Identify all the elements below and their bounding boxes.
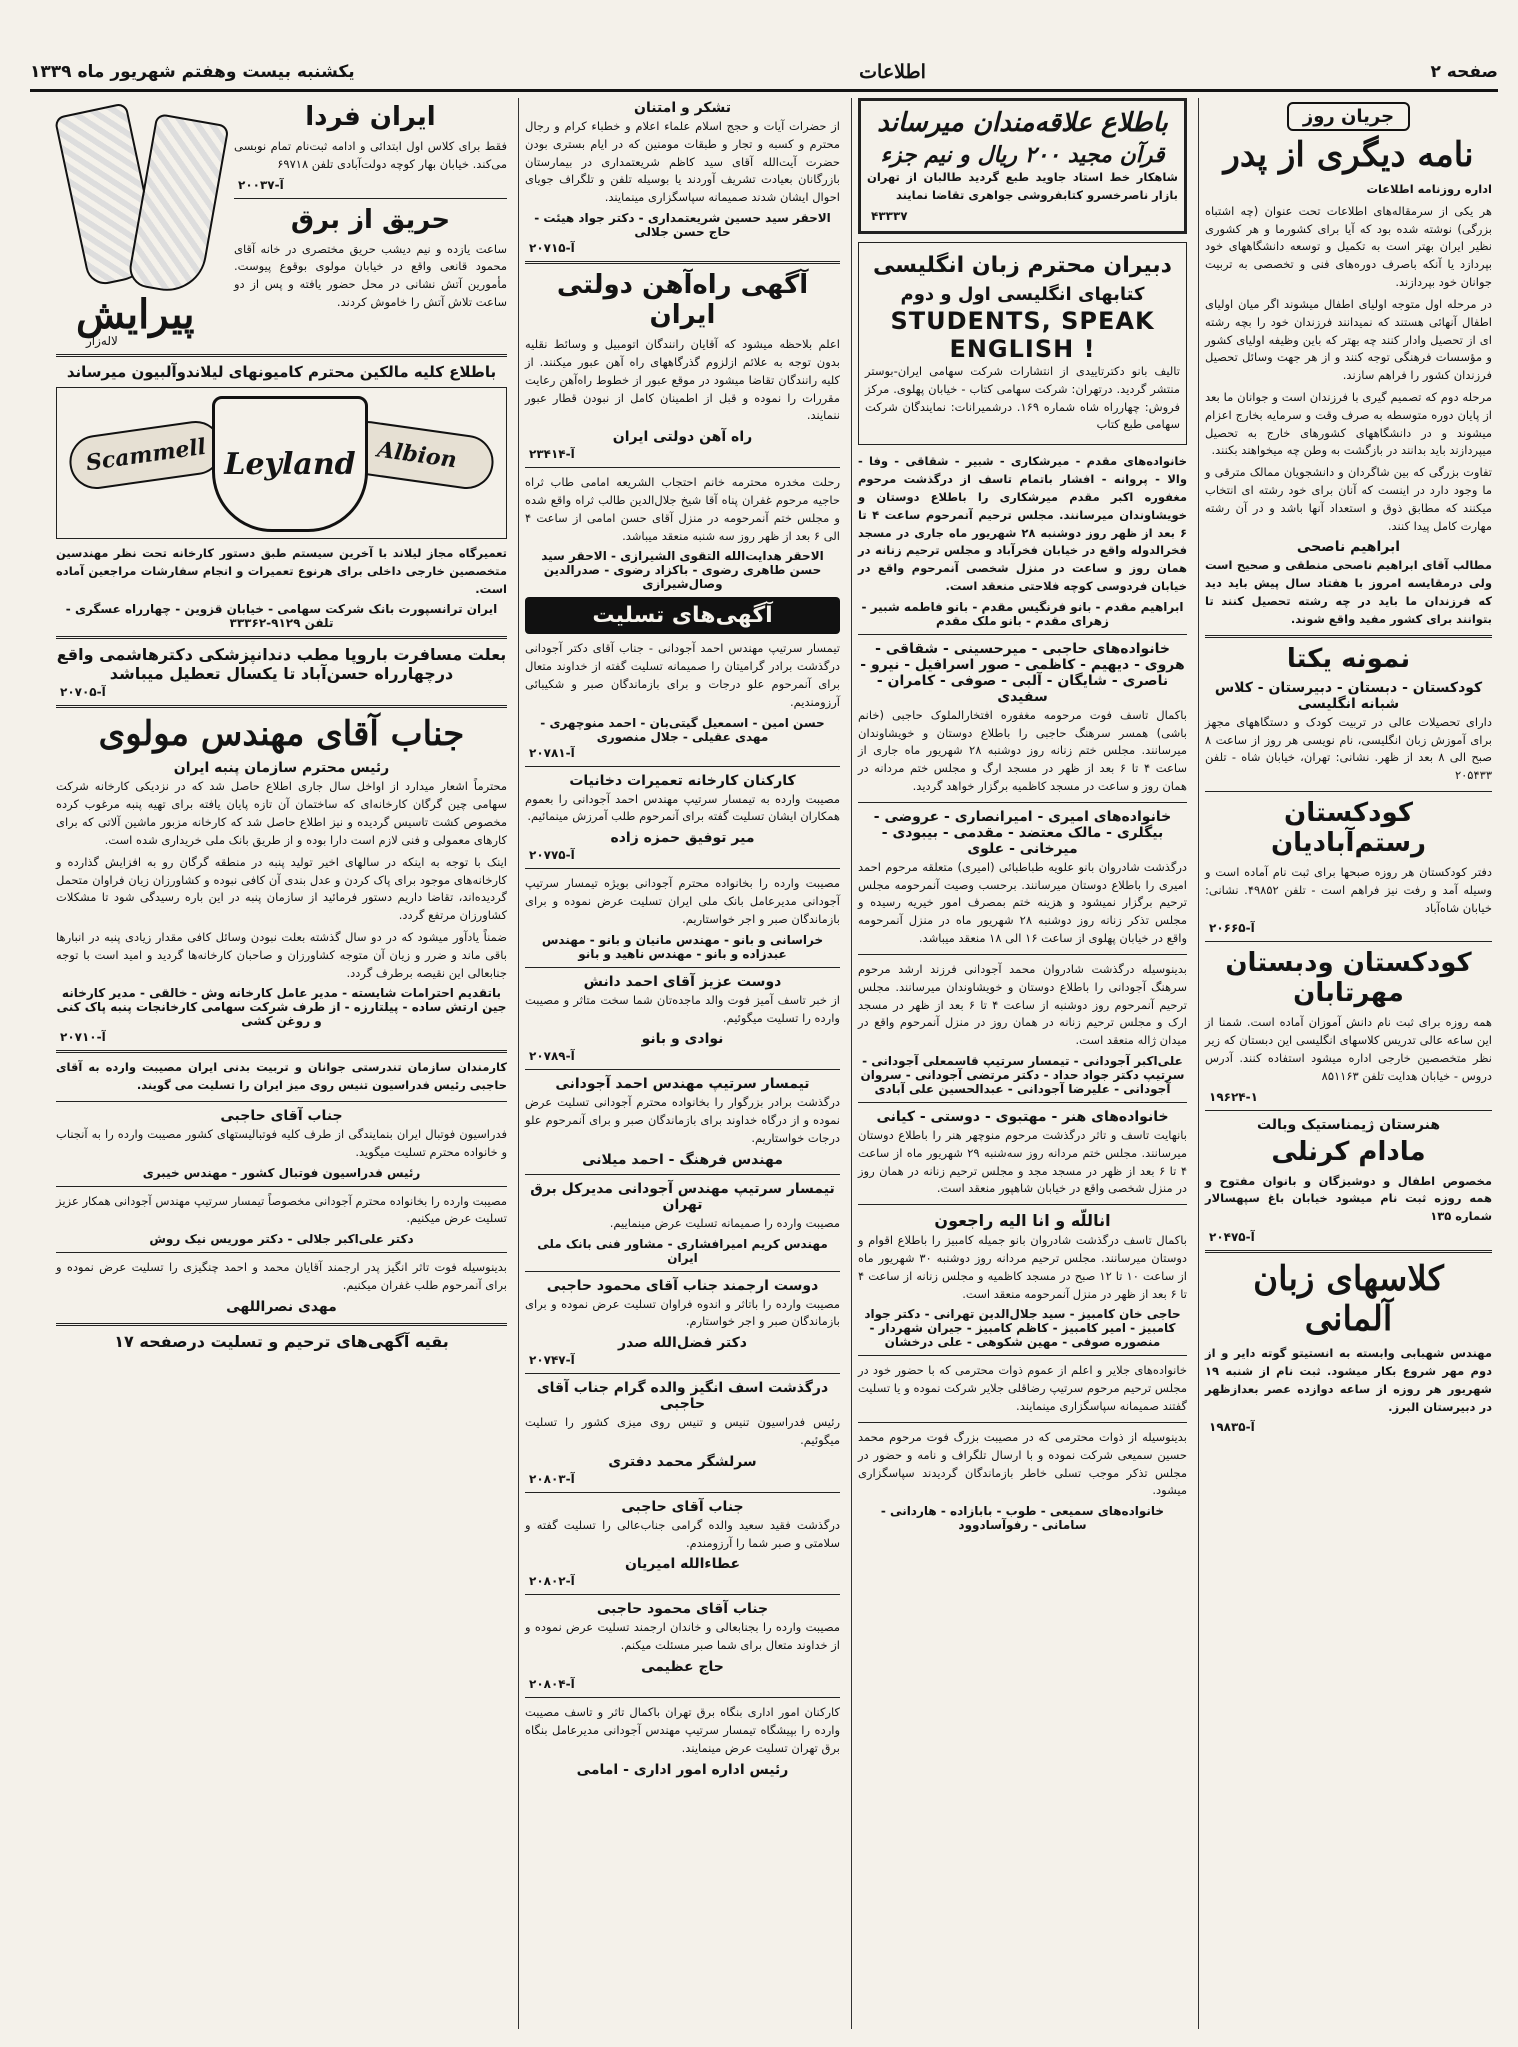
divider: [858, 802, 1187, 803]
divider: [1205, 941, 1492, 942]
news-body: ساعت یازده و نیم دیشب حریق مختصری در خانه آقای محمود قانعی واقع در خیابان مولوی بوقوع پیوست. مأمورین آتش نشانی در محل حضور یافته و پس از دو ساعت تلاش آتش را خاموش کردند.: [234, 241, 507, 310]
divider: [858, 634, 1187, 635]
divider: [858, 1102, 1187, 1103]
divider: [858, 1422, 1187, 1423]
notice-signers: رئیس اداره امور اداری - امامی: [576, 1761, 789, 1778]
divider: [858, 1204, 1187, 1205]
ad-code: آ-۱۹۸۳۵: [1209, 1420, 1255, 1435]
notice-signers: مهندس فرهنگ - احمد میلانی: [582, 1151, 783, 1168]
notice-signers: خراسانی و بانو - مهندس مانیان و بانو - مهندس عبدزاده و بانو - مهندس ناهید و بانو: [541, 932, 824, 961]
notice-signers: رئیس فدراسیون فوتبال کشور - مهندس خیبری: [142, 1165, 421, 1180]
condolence-notice: تیمسار سرتیپ مهندس احمد آجودانی - جناب آقای دکتر آجودانی درگذشت برادر گرامیتان را صمیمانه تسلیت گفته از خداوند متعال برای آنمرحوم علو درجات و برای بازماندگان صبر و شکیبائی آرزومندیم.: [525, 641, 840, 709]
brand-subtitle: لالەزار: [86, 334, 118, 348]
divider: [56, 1101, 507, 1102]
notice-signers: حسن امین - اسمعیل گیتی‌بان - احمد منوچهری - مهدی عقیلی - جلال منصوری: [540, 715, 825, 744]
editor-note: مطالب آقای ابراهیم ناصحی منطقی و صحیح است ولی درمقایسه امروز با هفتاد سال پیش باید دید که فرزندان ما باید در چه رشته تحصیل کنند تا بتوانند برای کشور مفید واقع شوند.: [1205, 558, 1492, 626]
railway-notice-body: اعلم بلاحظه میشود که آقایان رانندگان اتومبیل و وسائط نقلیه بدون توجه به علائم ازلزوم گذرگاههای راه آهن عبور میکنند. از کلیه رانندگان تقاضا میشود در موقع عبور از خطوط راه‌آهن رعایت مقررات را نموده و قبل از اطمینان کامل از نبودن قطار عبور ننمایند.: [525, 337, 840, 423]
obituary-notice: رحلت مخدره محترمه خانم احتجاب الشریعه امامی طاب ثراه حاجیه مرحوم غفران پناه آقا شیخ جلال‌الدین طالب ثراه واقع شده و مجلس ختم آنمرحومه در منزل آقای حسن امامی از ساعت ۴ الی ۶ بعد از ظهر روز سه شنبه منعقد میباشد.: [525, 475, 840, 543]
notice-signers: الاحقر سید حسین شریعتمداری - دکتر جواد هیئت - حاج حسن جلالی: [534, 211, 831, 240]
railway-notice-signer: راه آهن دولتی ایران: [612, 429, 753, 446]
news-briefs: [234, 98, 507, 348]
column-notices: [851, 98, 1193, 2029]
divider: [525, 261, 840, 264]
ad-title: دبیران محترم زبان انگلیسی: [873, 253, 1172, 279]
divider: [56, 636, 507, 639]
condolence-notice: رئیس فدراسیون تنیس و تنیس روی میزی کشور را تسلیت میگوئیم.: [525, 1415, 840, 1447]
condolence-section-tag: آگهی‌های تسلیت: [525, 597, 840, 634]
divider: [1205, 791, 1492, 792]
letter-paragraph: محترماً اشعار میدارد از اواخل سال جاری اطلاع حاصل شد که در نزدیکی کارخانه شرکت سهامی چین گرگان کارخانه‌ای که ساختمان آن تازه پایان یافته برای تهیه پنبه مرغوب کرده مخصوص کشت تاسیس گردیده و نیز اطلاع حاصل شد که کارخانه مزبور ماشین آلاتی که برای کارهای معمولی و فنی لازم است دارا بوده و از طریق بانک ملی خریداری شده است.: [56, 779, 507, 847]
column-condolences: [518, 98, 846, 2029]
divider: [858, 1355, 1187, 1356]
top-ads-row: [56, 98, 507, 348]
editorial-signer: ابراهیم ناصحی: [1296, 539, 1401, 556]
section-tag: جریان روز: [1287, 102, 1410, 131]
page-number: صفحه ۲: [1430, 62, 1498, 82]
obituary-heading: اناللّه و انا الیه راجعون: [934, 1211, 1111, 1231]
condolence-notice: فدراسیون فوتبال ایران بنمایندگی از طرف کلیه فوتبالیستهای کشور مصیبت وارده را به آنجناب و خانواده محترم تسلیت میگوید.: [56, 1127, 507, 1159]
condolence-notice: مصیبت وارده را باتاثر و اندوه فراوان تسلیت عرض نموده و برای بازماندگان صبر و اجر خواستارم.: [525, 1296, 840, 1329]
divider: [56, 1252, 507, 1253]
obituary-families: خانواده‌های هنر - مهتبوی - دوستی - کیانی: [876, 1108, 1169, 1125]
ad-latin-title: STUDENTS, SPEAK ENGLISH !: [890, 307, 1155, 364]
divider: [525, 766, 840, 767]
obituary-signers: حاجی خان کامبیز - سید جلال‌الدین تهرانی - دکتر جواد کامبیز - امیر کامبیز - کاظم کامبیز - جیران شهردار - منصوره صوفی - مهین شکوهی - علی درخشان: [864, 1307, 1181, 1350]
divider: [525, 1373, 840, 1374]
ad-body: تعمیرگاه مجاز لیلاند با آخرین سیستم طبق دستور کارخانه تحت نظر مهندسین متخصصین خارجی داخلی برای هرنوع تعمیرات و انجام سفارشات مراجعین آماده است.: [56, 546, 507, 596]
editorial-intro: اداره روزنامه اطلاعات: [1366, 182, 1492, 196]
notice-heading: دوست ارجمند جناب آقای محمود حاجبی: [546, 1277, 819, 1294]
ad-subtitle: کتابهای انگلیسی اول و دوم: [900, 284, 1145, 306]
editorial-paragraph: در مرحله اول متوجه اولیای اطفال میشوند اگر میان اولیای اطفال آنهائی هستند که نمیدانند فرزندان خود را بچه رشته ای از تحصیل وادار کنند چه بهتر که باین وظیفه اولیای کشور و مؤسسات فرهنگی توجه کنند و از هر جهت وسائل تحصیل فرزندان کشور را فراهم سازند.: [1205, 296, 1492, 383]
ad-code: آ-۲۳۴۱۴: [529, 447, 575, 462]
notice-signers: مهدی نصراللهی: [226, 1298, 337, 1315]
ad-title: ایران فردا: [305, 102, 436, 132]
brand-name: پیرایش: [76, 291, 195, 338]
ad-title: کودکستان رستم‌آبادیان: [1270, 797, 1427, 858]
obituary-notice: باکمال تاسف درگذشت شادروان بانو جمیله کامبیز را باطلاع اقوام و دوستان میرسانند. مجلس ترحیم مردانه روز دوشنبه ۳۰ شهریور ماه از ساعت ۱۰ تا ۱۲ صبح در مسجد کاظمیه و مجلس زنانه از ساعت ۴ تا ۶ بعد از ظهر در منزل آنمرحومه منعقد است.: [858, 1233, 1187, 1301]
condolence-notice: مصیبت وارده را بخانواده محترم آجودانی مخصوصاً تیمسار سرتیپ مهندس آجودانی همکار عزیز تسلیت عرض میکنیم.: [56, 1193, 507, 1226]
condolence-notice: مصیبت وارده را بجنابعالی و خاندان ارجمند تسلیت عرض نموده و از خداوند متعال برای شما صبر مسئلت میکنم.: [525, 1620, 840, 1653]
ad-code: آ-۲۰۷۰۵: [60, 685, 106, 700]
ad-subtitle: کودکستان - دبستان - دبیرستان - کلاس شبانه انگلیسی: [1214, 679, 1483, 712]
divider: [56, 354, 507, 357]
divider: [858, 954, 1187, 955]
railway-notice-title: آگهی راه‌آهن دولتی ایران: [556, 270, 809, 331]
condolence-notice: مصیبت وارده را بخانواده محترم آجودانی بویژه تیمسار سرتیپ آجودانی مدیرعامل بانک ملی ایران تسلیت عرض نموده و برای بازماندگان صبر و اجر خواستاریم.: [525, 876, 840, 926]
leyland-ad-heading: باطلاع کلیه مالکین محترم کامیونهای لیلاندوآلبیون میرساند: [66, 363, 497, 381]
ad-code: آ-۲۰۶۶۵: [1209, 921, 1255, 936]
divider: [56, 705, 507, 708]
notice-heading: دوست عزیز آقای احمد دانش: [583, 973, 782, 990]
editorial-paragraph: تفاوت بزرگی که بین شاگردان و دانشجویان ممالک مترقی و ما وجود دارد در اینست که آنان برای خود رشته ای انتخاب میکنند که مطابق ذوق و استعداد آنها باشد و در آن رشته مهارت کامل پیدا کنند.: [1205, 465, 1492, 533]
notice-heading: تشکر و امتنان: [634, 100, 731, 116]
obituary-signers: ابراهیم مقدم - بانو فرنگیس مقدم - بانو فاطمه شبیر - زهرای مقدم - بانو ملک مقدم: [861, 599, 1184, 628]
editorial-title: نامه دیگری از پدر: [1223, 135, 1474, 175]
ad-body: همه روزه برای ثبت نام دانش آموزان آماده است. شمنا از این ساعه عالی تدریس کلاسهای انگلیسی این دبستان که زیر نظر متخصصین خارجی اداره میشود استفاده کنند. آدرس دروس - خیابان هدایت تلفن ۸۵۱۱۶۳: [1205, 1015, 1492, 1083]
letter-subtitle: رئیس محترم سازمان پنبه ایران: [173, 760, 390, 777]
notice-signers: الاحقر هدایت‌الله التقوی الشیرازی - الاحقر سید حسن طاهری رضوی - باکزاد رضوی - صدرالدین وصال‌شیرازی: [541, 549, 824, 592]
notice-heading: جناب آقای محمود حاجبی: [596, 1601, 769, 1618]
quran-ad: [858, 98, 1187, 234]
notice-signers: سرلشگر محمد دفتری: [608, 1453, 757, 1470]
ad-code: ۱۹۶۲۴-۱: [1209, 1089, 1258, 1104]
obituary-notice: درگذشت شادروان بانو علویه طباطبائی (امیری) متعلقه مرحوم احمد امیری را باطلاع دوستان میرسانند. برحسب وصیت آنمرحومه مجلس ترحیم برگزار نمیشود و هزینه ختم بمصرف امور خیریه رسیده و مجلس تذکر زنانه روز دوشنبه ۲۸ شهریور ماه در منزل آنمرحومه واقع در خیابان پهلوی از ساعت ۱۶ الی ۱۸ منعقد میباشد.: [858, 859, 1188, 946]
ad-code: آ-۲۰۰۳۷: [238, 177, 284, 192]
divider: [56, 1186, 507, 1187]
ad-code: آ-۲۰۷۱۰: [60, 1030, 106, 1045]
letter-paragraph: ضمناً یادآور میشود که در دو سال گذشته بعلت نبودن وسائل کافی مقدار زیادی پنبه در انبارها باقی ماند و ضرر و زیان آن متوجه کشاورزان و صاحبان کارخانه‌ها گردید و امید است با توجه جنابعالی این نقیصه برطرف گردد.: [56, 929, 507, 980]
divider: [56, 1050, 507, 1053]
condolence-notice: کارمندان سازمان تندرستی جوانان و تربیت بدنی ایران مصیبت وارده به آقای حاجبی رئیس فدراسیون تنیس روی میز ایران را تسلیت می گویند.: [56, 1060, 507, 1093]
ad-title: مادام کرنلی: [1271, 1136, 1426, 1167]
letter-paragraph: اینک با توجه به اینکه در سالهای اخیر تولید پنبه در منطقه گرگان رو به افزایش گذارده و کارخانه‌های موجود برای پاک کردن و عدل بندی آن کافی نبوده و کشاورزان زیان فراوان متحمل گردیده‌اند، تقاضا داریم دستور فرمائید از سازمان پنبه در این باره رسیدگی شود تا مشکلات کشاورزان مرتفع گردد.: [56, 854, 507, 923]
ad-title: کودکستان ودبستان مهرتابان: [1225, 948, 1472, 1009]
scammell-logo: Scammell: [66, 418, 226, 493]
divider: [525, 1697, 840, 1698]
bottom-condolences: [56, 1059, 507, 1317]
continued-footer: بقیه آگهی‌های ترحیم و تسلیت درصفحه ۱۷: [114, 1331, 449, 1351]
ad-code: آ-۲۰۷۷۵: [529, 848, 575, 863]
condolence-notice: مصیبت وارده را صمیمانه تسلیت عرض مینماییم.: [609, 1215, 840, 1230]
ad-pretitle: هنرستان ژیمناستیک وبالت: [1256, 1116, 1441, 1133]
ad-calligraphy-title: باطلاع علاقه‌مندان میرساند: [877, 108, 1168, 138]
obituary-families: خانواده‌های حاجبی - میرحسینی - شقاقی - هروی - دیهیم - کاظمی - صور اسرافیل - نیرو - ناصری - شایگان - آلبی - صوفی - کامران - سفیدی: [860, 640, 1185, 705]
divider: [525, 967, 840, 968]
obituary-notice: باکمال تاسف فوت مرحومه مغفوره افتخارالملوک حاجبی (خانم باشی) همسر سرهنگ حاجبی را باطلاع دوستان و خویشاوندان میرسانند. مجلس ختم زنانه روز دوشنبه ۲۸ شهریور ماه جاری از ساعت ۴ تا ۶ بعد از ظهر در مسجد ارگ و مجلس ختم مردانه در همان روز و ساعت در مسجد کاظمیه برگزار خواهد گردید.: [858, 707, 1188, 794]
ad-code: آ-۲۰۷۱۵: [529, 241, 575, 256]
notice-heading: تیمسار سرتیپ مهندس احمد آجودانی: [555, 1076, 810, 1093]
divider: [525, 1271, 840, 1272]
condolence-notice: بدینوسیله فوت تاثر انگیز پدر ارجمند آقایان محمد و احمد چنگیزی را تسلیت عرض نموده و برای آنمرحوم طلب غفران میکنیم.: [56, 1260, 507, 1293]
ad-title: کلاسهای زبان آلمانی: [1253, 1259, 1444, 1340]
divider: [525, 1174, 840, 1175]
letter-title: جناب آقای مهندس مولوی: [98, 714, 465, 755]
notice-signers: حاج عظیمی: [641, 1659, 724, 1676]
divider: [525, 868, 840, 869]
divider: [234, 198, 507, 199]
obituary-notice: خانواده‌های مقدم - میرشکاری - شبیر - شقاقی - وفا - والا - پروانه - افشار باتمام تاسف از درگذشت مرحوم مغفوره اکبر مقدم میرشکاری را باطلاع دوستان و خویشاوندان میرسانند. مجلس ترحیم آنمرحوم ساعت ۴ تا ۶ بعد از ظهر روز دوشنبه ۲۸ شهریور ماه جاری در مسجد فخرالدوله واقع در خیابان فخرآباد و مجلس ترحیم زنانه در همان روز و ساعت در منزل شخصی آنمرحوم واقع در خیابان فردوسی کوچه فلاحتی منعقد است.: [858, 454, 1188, 593]
ad-code: آ-۲۰۸۰۴: [529, 1677, 575, 1692]
thanks-notice: از حضرات آیات و حجج اسلام علماء اعلام و خطباء کرام و رجال محترم و کسبه و تجار و طبقات مومنین که در ایام بستری بودن حضرت آیت‌الله آقای سید کاظم شریعتمداری در بیمارستان بازرگانان بعیادت تشریف آوردند یا بوسیله تلفن و تلگراف جویای احوال ایشان شدند صمیمانه سپاسگزاری مینمایند.: [525, 119, 840, 205]
ad-code: آ-۲۰۸۰۲: [529, 1574, 575, 1589]
issue-date: یکشنبه بیست وهفتم شهریور ماه ۱۳۳۹: [30, 62, 355, 82]
ad-body: دفتر کودکستان هر روزه صبحها برای ثبت نام آماده است و وسیله آمد و رفت نیز فراهم است - تلفن ۴۹۸۵۲. نشانی: خیابان شاه‌آباد: [1205, 864, 1492, 915]
ad-signer: ایران ترانسپورت بانک شرکت سهامی - خیابان قزوین - چهارراه عسگری - تلفن ۹۱۲۹-۳۳۳۶۲: [65, 602, 498, 631]
ad-title: نمونه یکتا: [1286, 643, 1411, 674]
divider: [56, 1323, 507, 1326]
notice-signers: دکتر علی‌اکبر جلالی - دکتر موریس نیک روش: [149, 1232, 414, 1247]
obituary-signers: علی‌اکبر آجودانی - تیمسار سرتیپ قاسمعلی آجودانی - سرتیپ دکتر جواد حداد - دکتر مرتضی آجودانی - سروان آجودانی - علیرضا آجودانی - عبدالحسین علی آبادی: [860, 1053, 1185, 1096]
condolence-notice: کارکنان امور اداری بنگاه برق تهران باکمال تاثر و تاسف مصیبت وارده را بپیشگاه تیمسار سرتیپ مهندس آجودانی مدیرعامل بنگاه برق تهران تسلیت عرض مینمایند.: [525, 1705, 840, 1755]
column-editorial: [1198, 98, 1498, 2029]
ad-body: مهندس شهبابی وابسته به انستیتو گوته دایر و از دوم مهر شروع بکار میشود. ثبت نام از شنبه ۱۹ شهریور هر روزه از ساعه دوازده عصر بعدازظهر در دبیرستان البرز.: [1205, 1346, 1492, 1414]
paper-name: اطلاعات: [859, 61, 926, 83]
editorial-paragraph: مرحله دوم که تصمیم گیری با فرزندان است و جوانان ما بعد از پایان دوره متوسطه به صرف وقت و سرمایه بخارج اعزام میشوند و در دانشگاههای کشورهای خارج به تحصیل میپردازند باید بدانند در بازگشت به وطن چه میخواهند بکنند.: [1205, 389, 1492, 458]
thanks-notice: بدینوسیله از ذوات محترمی که در مصیبت بزرگ فوت مرحوم محمد حسین سمیعی شرکت نموده و با ارسال تلگراف و نامه و حضور در مجلس تذکر موجب تسلی خاطر بازماندگان گردیدند سپاسگزاری میشود.: [858, 1429, 1187, 1498]
obituary-notice: بدینوسیله درگذشت شادروان محمد آجودانی فرزند ارشد مرحوم سرهنگ آجودانی را باطلاع دوستان و خویشاوندان میرسانند. مجلس ترحیم آنمرحوم روز دوشنبه از ساعت ۴ تا ۶ بعد از ظهر در مسجد ارک و مجلس ترحیم زنانه در همان روز در منزل آنمرحوم واقع در میدان ژاله منعقد است.: [858, 961, 1188, 1048]
divider: [1205, 1250, 1492, 1253]
leyland-logo-area: [56, 387, 507, 539]
divider: [1205, 1110, 1492, 1111]
notice-signers: دکتر فضل‌الله صدر: [618, 1335, 747, 1352]
ad-code: آ-۲۰۷۴۷: [529, 1353, 575, 1368]
ad-code: آ-۲۰۷۸۹: [529, 1049, 575, 1064]
notice-heading: کارکنان کارخانه تعمیرات دخانیات: [569, 772, 796, 789]
divider: [525, 1069, 840, 1070]
notice-signers: نوادی و بانو: [641, 1031, 724, 1048]
ad-calligraphy-subtitle: قرآن مجید ۲۰۰ ریال و نیم جزء: [880, 141, 1165, 168]
ad-code: آ-۲۰۸۰۳: [529, 1471, 575, 1486]
ad-code: آ-۲۰۷۸۱: [529, 745, 575, 760]
ad-body: فقط برای کلاس اول ابتدائی و ادامه ثبت‌نام تمام نوبسی می‌کند. خیابان بهار کوچه دولت‌آبادی تلفن ۶۹۷۱۸: [234, 139, 507, 171]
condolence-notice: از خبر تاسف آمیز فوت والد ماجده‌تان شما سخت متاثر و مصیبت وارده را تسلیت میگوئیم.: [525, 992, 840, 1025]
ad-body: دارای تحصیلات عالی در تربیت کودک و دستگاههای مجهز برای آموزش زبان انگلیسی، نام نویسی هر روز از ساعت ۸ صبح الی ۸ بعد از ظهر. نشانی: تهران، خیابان شاه - تلفن ۲۰۵۴۳۳: [1205, 714, 1492, 783]
divider: [525, 1594, 840, 1595]
notice-heading: درگذشت اسف انگیز والده گرام جناب آقای حاجبی: [536, 1380, 829, 1413]
letter-signers: باتقدیم احترامات شایسته - مدیر عامل کارخانه وش - خالقی - مدیر کارخانه جین ارتش ساده - پیلتارزه - از طرف شرکت سهامی کارخانجات پنبه پاک کنی و روغن کشی: [56, 986, 507, 1029]
condolence-notice: مصیبت وارده به تیمسار سرتیپ مهندس احمد آجودانی را بعموم همکاران ایشان تسلیت گفته برای آنمرحوم طلب آمرزش مینمائیم.: [525, 791, 840, 824]
notice-heading: جناب آقای حاجبی: [220, 1108, 343, 1124]
albion-logo: Albion: [337, 418, 497, 493]
notice-heading: جناب آقای حاجبی: [621, 1498, 744, 1515]
divider: [525, 1492, 840, 1493]
obituary-families: خانواده‌های امیری - امیرانصاری - عروضی - بیگلری - مالک معتضد - مقدمی - بیبودی - میرخانی - علوی: [873, 808, 1172, 857]
notice-signers: میر توفیق حمزه زاده: [610, 830, 755, 847]
ad-code: ۴۳۳۳۷: [871, 209, 908, 224]
notice-signers: مهندس کریم امیرافشاری - مشاور فنی بانک ملی ایران: [537, 1236, 828, 1265]
socks-ad: [56, 98, 226, 348]
thanks-notice: خانواده‌های جلایر و اعلم از عموم ذوات محترمی که با حضور خود در مجلس ترحیم مرحوم سرتیپ رضاقلی جلایر شرکت نموده و یا تسلیت گفتند صمیمانه سپاسگزاری مینمایند.: [858, 1363, 1187, 1414]
sock-illustration: [126, 113, 229, 297]
english-books-ad: [858, 242, 1187, 445]
divider: [1205, 635, 1492, 638]
condolence-notice: درگذشت فقید سعید والده گرامی جناب‌عالی را تسلیت گفته و سلامتی و صبر شما را آرزومندم.: [525, 1517, 840, 1550]
ad-code: آ-۲۰۴۷۵: [1209, 1230, 1255, 1245]
notice-signers: عطاءالله امیریان: [624, 1556, 741, 1573]
editorial-paragraph: هر یکی از سرمقاله‌های اطلاعات تحت عنوان (چه اشتباه بزرگی) نوشته شده بود که آیا برای کشورما و هر کشوری نظیر ایران بهتر است به تکمیل و توسعه دانشگاههای خود بپردازد یا آنکه باصرف دوره‌های فنی و تخصصی به تربیت جوانان خود بپردازند.: [1205, 203, 1492, 290]
ad-body: شاهکار خط استاد جاوید طبع گردید طالبان از تهران بازار ناصرخسرو کتابفروشی جواهری تقاضا نمایند: [867, 170, 1178, 203]
condolence-notice: درگذشت برادر بزرگوار را بخانواده محترم آجودانی تسلیت عرض نموده و از درگاه خداوند برای بازماندگان صبر و برای آنمرحوم علو درجات خواستاریم.: [525, 1095, 840, 1145]
masthead: [30, 55, 1498, 92]
leyland-logo: Leyland: [212, 396, 368, 532]
column-ads: [50, 98, 513, 2029]
ad-body: تالیف بانو دکترتاییدی از انتشارات شرکت سهامی ایران-بوستر منتشر گردید. درتهران: شرکت سهامی کتاب - خیابان پهلوی. مرکز فروش: چهارراه شاه شماره ۱۶۹. درشمیرانات: نمایندگان شرکت سهامی طبع کتاب: [865, 364, 1181, 432]
notice-heading: تیمسار سرتیپ مهندس آجودانی مدیرکل برق تهران: [530, 1180, 835, 1213]
news-title: حریق از برق: [290, 204, 451, 235]
dentist-notice: بعلت مسافرت باروپا مطب دندانپزشکی دکترهاشمی واقع درچهارراه حسن‌آباد تا یکسال تعطیل میباشد: [56, 645, 507, 684]
ad-body: مخصوص اطفال و دوشیزگان و بانوان مفتوح و همه روزه ثبت نام میشود خیابان باغ سپهسالار شماره ۱۳۵: [1205, 1173, 1492, 1224]
thanks-signers: خانواده‌های سمیعی - طوب - بابازاده - هاردانی - سامانی - رفوآسادوود: [880, 1504, 1165, 1533]
obituary-notice: بانهایت تاسف و تاثر درگذشت مرحوم منوچهر هنر را باطلاع دوستان میرسانند. مجلس ختم مردانه روز سه‌شنبه ۲۹ شهریور ماه از ساعت ۴ تا ۶ بعد از ظهر در مسجد مجد و مجلس ترحیم زنانه در همان روز در منزل شخصی واقع در خیابان شاهپور منعقد است.: [858, 1127, 1187, 1196]
divider: [525, 467, 840, 468]
